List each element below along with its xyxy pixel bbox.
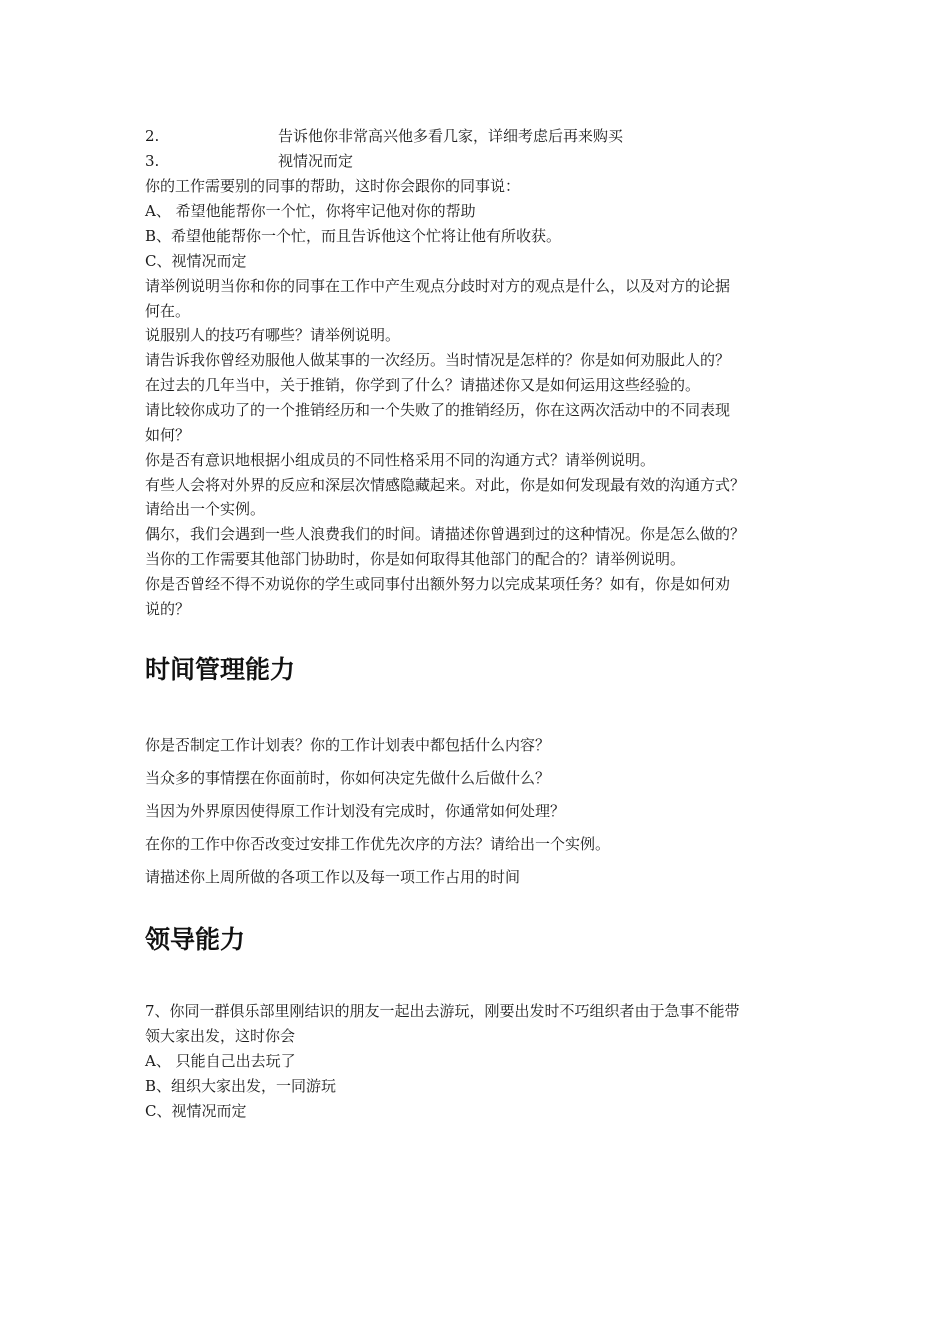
section-heading-leadership: 领导能力 (145, 925, 246, 954)
question-line: 当因为外界原因使得原工作计划没有完成时，你通常如何处理？ (145, 802, 566, 820)
question-line: 请告诉我你曾经劝服他人做某事的一次经历。当时情况是怎样的？你是如何劝服此人的？ (145, 351, 731, 369)
question-line: 请给出一个实例。 (145, 500, 266, 518)
question-line: 在你的工作中你否改变过安排工作优先次序的方法？请给出一个实例。 (145, 835, 611, 853)
option-line: B、希望他能帮你一个忙，而且告诉他这个忙将让他有所收获。 (145, 227, 562, 245)
option-number: 3. (145, 152, 160, 170)
question-line: 如何？ (145, 426, 191, 444)
option-line: C、视情况而定 (145, 1102, 247, 1120)
question-line: 在过去的几年当中，关于推销，你学到了什么？请描述你又是如何运用这些经验的。 (145, 376, 701, 394)
section-heading-time-management: 时间管理能力 (145, 655, 296, 684)
question-line: 当众多的事情摆在你面前时，你如何决定先做什么后做什么？ (145, 769, 551, 787)
question-line: 你是否制定工作计划表？你的工作计划表中都包括什么内容？ (145, 736, 551, 754)
option-line: C、视情况而定 (145, 252, 247, 270)
question-line: 7、你同一群俱乐部里刚结识的朋友一起出去游玩，刚要出发时不巧组织者由于急事不能带 (145, 1002, 740, 1020)
numbered-option-3 (145, 149, 353, 173)
question-line: 说服别人的技巧有哪些？请举例说明。 (145, 326, 401, 344)
question-line: 领大家出发，这时你会 (145, 1027, 296, 1045)
option-line: A、 只能自己出去玩了 (145, 1052, 296, 1070)
question-line: 有些人会将对外界的反应和深层次情感隐藏起来。对此，你是如何发现最有效的沟通方式？ (145, 476, 746, 494)
option-line: A、 希望他能帮你一个忙，你将牢记他对你的帮助 (145, 202, 476, 220)
question-line: 你的工作需要别的同事的帮助，这时你会跟你的同事说： (145, 177, 521, 195)
question-line: 偶尔，我们会遇到一些人浪费我们的时间。请描述你曾遇到过的这种情况。你是怎么做的？ (145, 525, 746, 543)
question-line: 请比较你成功了的一个推销经历和一个失败了的推销经历，你在这两次活动中的不同表现 (145, 401, 731, 419)
option-number: 2. (145, 127, 160, 145)
numbered-option-2 (145, 124, 623, 148)
question-line: 你是否曾经不得不劝说你的学生或同事付出额外努力以完成某项任务？如有，你是如何劝 (145, 575, 731, 593)
question-line: 请描述你上周所做的各项工作以及每一项工作占用的时间 (145, 868, 521, 886)
question-line: 说的？ (145, 600, 191, 618)
option-text: 告诉他你非常高兴他多看几家，详细考虑后再来购买 (278, 127, 624, 145)
question-line: 你是否有意识地根据小组成员的不同性格采用不同的沟通方式？请举例说明。 (145, 451, 656, 469)
option-text: 视情况而定 (278, 152, 354, 170)
question-line: 请举例说明当你和你的同事在工作中产生观点分歧时对方的观点是什么，以及对方的论据 (145, 277, 731, 295)
question-line: 当你的工作需要其他部门协助时，你是如何取得其他部门的配合的？请举例说明。 (145, 550, 686, 568)
question-line: 何在。 (145, 302, 191, 320)
option-line: B、组织大家出发，一同游玩 (145, 1077, 337, 1095)
